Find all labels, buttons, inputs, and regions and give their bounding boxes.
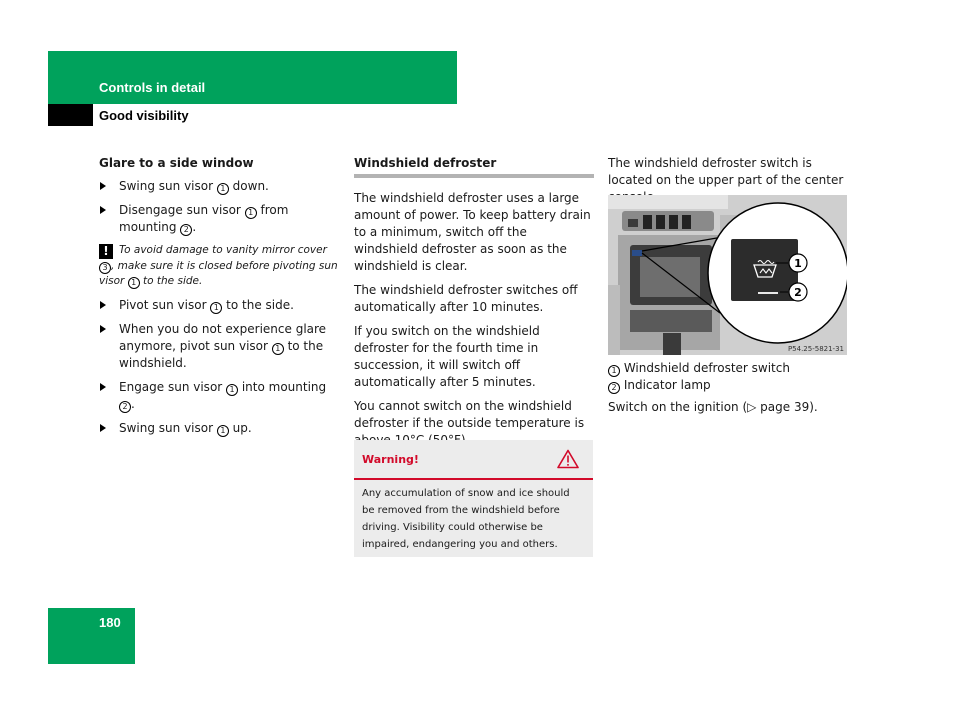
column-glare xyxy=(99,155,339,444)
photo-legend xyxy=(608,360,790,394)
defroster-heading: Windshield defroster xyxy=(354,155,594,178)
marker-2: 2 xyxy=(180,224,192,236)
ignition-instruction: Switch on the ignition (▷ page 39). xyxy=(608,400,818,414)
marker-1: 1 xyxy=(128,277,140,289)
marker-3: 3 xyxy=(99,262,111,274)
glare-step-1: Swing sun visor 1 down. xyxy=(99,178,339,195)
glare-step-6: Swing sun visor 1 up. xyxy=(99,420,339,437)
exclamation-icon: ! xyxy=(99,244,113,259)
marker-1: 1 xyxy=(226,384,238,396)
marker-2: 2 xyxy=(119,401,131,413)
glare-step-4: When you do not experience glare anymore, pivot sun visor 1 to the windshield. xyxy=(99,321,339,372)
marker-1: 1 xyxy=(217,183,229,195)
glare-step-2: Disengage sun visor 1 from mounting 2 . xyxy=(99,202,339,236)
column-defroster xyxy=(354,155,594,456)
warning-label: Warning! xyxy=(362,453,419,466)
warning-text: Any accumulation of snow and ice should be removed from the windshield before driving. Visibility could otherwise be impaired, endangering you and others. xyxy=(362,488,570,550)
marker-1: 1 xyxy=(272,343,284,355)
vanity-mirror-notice: ! To avoid damage to vanity mirror cover 3 , make sure it is closed before pivoting sun visor 1 to the side. xyxy=(99,244,338,287)
warning-header xyxy=(354,440,593,480)
glare-step-3: Pivot sun visor 1 to the side. xyxy=(99,297,339,314)
callout-1: 1 xyxy=(794,257,802,270)
section-title: Controls in detail xyxy=(99,80,206,95)
warning-box xyxy=(354,440,593,557)
legend-item-2: 2 Indicator lamp xyxy=(608,377,790,394)
subsection-tab xyxy=(48,104,93,126)
center-console-photo xyxy=(608,195,847,355)
marker-1: 1 xyxy=(245,207,257,219)
defroster-paragraph-1: The windshield defroster uses a large amount of power. To keep battery drain to a minimum, switch off the windshield defroster as soon as the windshield is clear. xyxy=(354,191,591,273)
subsection-title: Good visibility xyxy=(99,108,189,123)
glare-step-5: Engage sun visor 1 into mounting 2 . xyxy=(99,379,339,413)
warning-triangle-icon xyxy=(557,449,579,469)
defroster-paragraph-2: The windshield defroster switches off automatically after 10 minutes. xyxy=(354,283,578,314)
header-bar xyxy=(48,51,457,104)
glare-heading: Glare to a side window xyxy=(99,156,254,170)
photo-code: P54.25-5821-31 xyxy=(787,345,844,353)
defroster-paragraph-4: You cannot switch on the windshield defroster if the outside temperature is xyxy=(354,399,585,430)
switch-location-intro: The windshield defroster switch is located on the upper part of the center xyxy=(608,156,844,187)
marker-1: 1 xyxy=(217,425,229,437)
callout-2: 2 xyxy=(794,286,802,299)
marker-1: 1 xyxy=(608,365,620,377)
page-number: 180 xyxy=(99,615,121,630)
marker-2: 2 xyxy=(608,382,620,394)
legend-item-1: 1 Windshield defroster switch xyxy=(608,360,790,377)
page-number-box xyxy=(48,608,135,664)
marker-1: 1 xyxy=(210,302,222,314)
defroster-paragraph-3: If you switch on the windshield defroster for the fourth time in succession, it will switch off automatically after 5 minutes. xyxy=(354,324,540,389)
